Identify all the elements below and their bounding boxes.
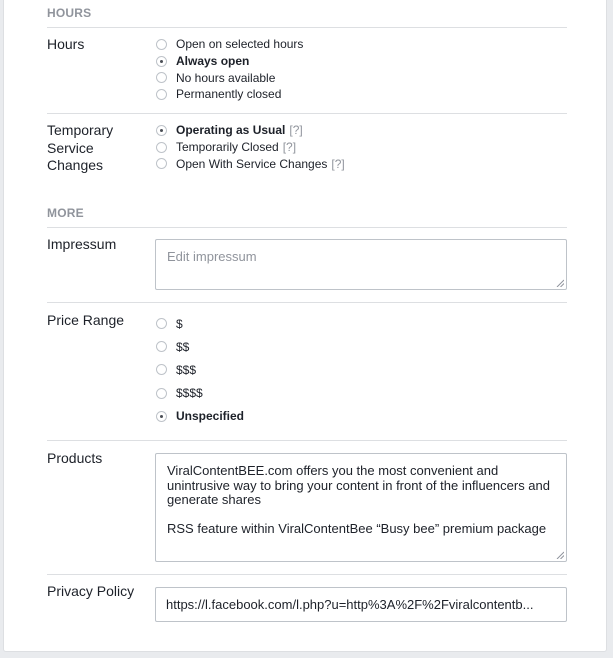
- products-paragraph: ViralContentBEE.com offers you the most convenient and unintrusive way to bring your content in front of the influencers and generate shares: [167, 463, 550, 508]
- price-option-label: $$$$: [176, 386, 203, 401]
- service-option-open-with-changes[interactable]: [156, 155, 345, 172]
- divider: [47, 113, 567, 114]
- price-option-unspecified[interactable]: [156, 405, 244, 428]
- impressum-label: Impressum: [47, 236, 117, 252]
- radio-button[interactable]: [156, 364, 167, 375]
- temporary-service-label: Temporary Service Changes: [47, 122, 114, 173]
- service-option-operating-as-usual[interactable]: [156, 122, 345, 139]
- impressum-placeholder: Edit impressum: [167, 249, 257, 264]
- hours-section-header: HOURS: [47, 6, 92, 20]
- hours-option-always-open[interactable]: [156, 53, 303, 70]
- radio-button[interactable]: [156, 72, 167, 83]
- hours-option-label: Always open: [176, 54, 250, 69]
- radio-button-checked[interactable]: [156, 125, 167, 136]
- price-range-label: Price Range: [47, 312, 125, 328]
- price-range-radio-group: [156, 312, 244, 428]
- price-option-3[interactable]: [156, 358, 244, 381]
- price-option-1[interactable]: [156, 312, 244, 335]
- hours-label: Hours: [47, 36, 85, 52]
- hours-option-no-hours[interactable]: [156, 69, 303, 86]
- page-info-panel: [3, 0, 607, 652]
- hours-option-label: No hours available: [176, 70, 276, 85]
- help-link[interactable]: [?]: [282, 140, 297, 155]
- temporary-service-radio-group: [156, 122, 345, 172]
- service-option-label: Operating as Usual: [176, 123, 286, 138]
- radio-button-checked[interactable]: [156, 56, 167, 67]
- divider: [47, 440, 567, 441]
- price-option-4[interactable]: [156, 382, 244, 405]
- resize-grip-icon[interactable]: [556, 551, 564, 559]
- radio-button[interactable]: [156, 318, 167, 329]
- hours-option-label: Permanently closed: [176, 87, 282, 102]
- price-option-2[interactable]: [156, 335, 244, 358]
- help-link[interactable]: [?]: [289, 123, 303, 138]
- hours-radio-group: [156, 36, 303, 103]
- service-option-temporarily-closed[interactable]: [156, 139, 345, 156]
- products-textarea[interactable]: [155, 453, 567, 562]
- radio-button-checked[interactable]: [156, 411, 167, 422]
- products-paragraph: RSS feature within ViralContentBee “Busy bee” premium package: [167, 520, 547, 536]
- impressum-textarea[interactable]: [155, 239, 567, 290]
- hours-option-permanently-closed[interactable]: [156, 86, 303, 103]
- privacy-policy-label: Privacy Policy: [47, 583, 135, 599]
- price-option-label: $$$: [176, 362, 197, 377]
- divider: [47, 574, 567, 575]
- hours-option-label: Open on selected hours: [176, 37, 304, 52]
- radio-button[interactable]: [156, 158, 167, 169]
- price-option-label: $$: [176, 339, 190, 354]
- radio-button[interactable]: [156, 142, 167, 153]
- price-option-label: $: [176, 316, 183, 331]
- radio-button[interactable]: [156, 341, 167, 352]
- divider: [47, 302, 567, 303]
- radio-button[interactable]: [156, 39, 167, 50]
- divider: [47, 227, 567, 228]
- help-link[interactable]: [?]: [331, 156, 345, 171]
- more-section-header: MORE: [47, 206, 84, 220]
- price-option-label: Unspecified: [176, 409, 245, 424]
- radio-button[interactable]: [156, 388, 167, 399]
- service-option-label: Open With Service Changes: [176, 156, 328, 171]
- products-label: Products: [47, 450, 103, 466]
- hours-option-open-selected[interactable]: [156, 36, 303, 53]
- resize-grip-icon[interactable]: [556, 279, 564, 287]
- divider: [47, 27, 567, 28]
- radio-button[interactable]: [156, 89, 167, 100]
- privacy-policy-input[interactable]: https://l.facebook.com/l.php?u=http%3A%2F%2Fviralcontentb...: [155, 587, 567, 622]
- service-option-label: Temporarily Closed: [176, 140, 279, 155]
